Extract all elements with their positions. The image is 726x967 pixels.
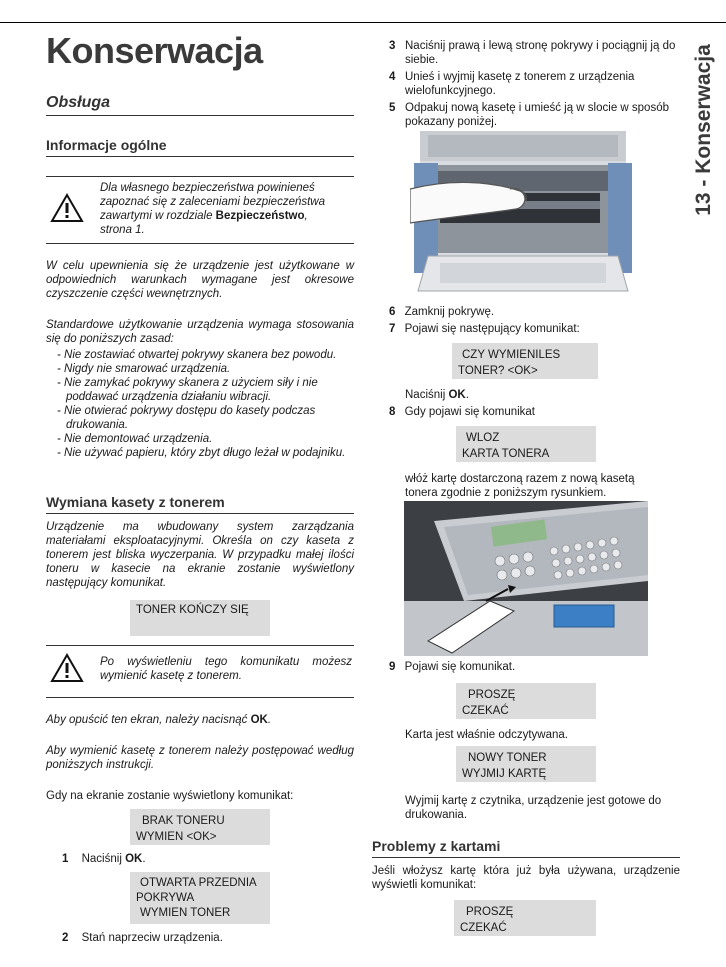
paragraph-card-reading: Karta jest właśnie odczytywana. — [405, 729, 568, 741]
paragraph-replace: Aby wymienić kasetę z tonerem należy postępować według poniższych instrukcji. — [46, 745, 354, 771]
warning-text-2: Po wyświetleniu tego komunikatu możesz wymienić kasetę z tonerem. — [100, 656, 352, 682]
lcd-message-wait-2: PROSZĘ CZEKAĆ — [454, 900, 596, 936]
warning-icon — [50, 193, 84, 223]
divider — [46, 176, 354, 177]
paragraph-exit: Aby opuścić ten ekran, należy nacisnąć OK. — [46, 714, 272, 726]
step-5: 5 Odpakuj nową kasetę i umieść ją w slocie w sposób pokazany poniżej. — [389, 102, 669, 128]
divider — [46, 513, 354, 514]
paragraph-remove-card: Wyjmij kartę z czytnika, urządzenie jest gotowe do drukowania. — [405, 795, 662, 821]
lcd-message-no-toner: BRAK TONERU WYMIEN <OK> — [130, 809, 270, 845]
paragraph-card: włóż kartę dostarczoną razem z nową kasetą tonera zgodnie z poniższym rysunkiem. — [405, 473, 635, 499]
step-2: 2 Stań naprzeciw urządzenia. — [62, 932, 223, 944]
step-1: 1 Naciśnij OK. — [62, 853, 146, 865]
list-item: - Nigdy nie smarować urządzenia. — [57, 363, 231, 375]
step-8: 8 Gdy pojawi się komunikat — [389, 406, 536, 418]
section-heading-obsluga: Obsługa — [46, 94, 111, 111]
paragraph-usage: Standardowe użytkowanie urządzenia wymaga stosowania się do poniższych zasad: — [46, 319, 354, 345]
lcd-message-insert-card: WLOZ KARTA TONERA — [456, 426, 596, 462]
list-item: - Nie używać papieru, który zbyt długo leżał w podajniku. — [57, 447, 346, 459]
paragraph-cards: Jeśli włożysz kartę która już była używana, urządzenie wyświetli komunikat: — [372, 865, 680, 891]
lcd-message-open-cover: OTWARTA PRZEDNIA POKRYWA WYMIEN TONER — [130, 872, 270, 924]
lcd-message-toner-low: TONER KOŃCZY SIĘ — [130, 600, 270, 636]
step-6: 6 Zamknij pokrywę. — [389, 306, 495, 318]
lcd-message-replaced: CZY WYMIENILES TONER? <OK> — [452, 343, 598, 379]
paragraph-maintenance: W celu upewnienia się że urządzenie jest użytkowane w odpowiednich warunkach wymagane jest okresowe czyszczenie części wewnętrznych. — [46, 260, 354, 300]
list-item: - Nie demontować urządzenia. — [57, 433, 213, 445]
warning-icon — [50, 653, 84, 683]
divider — [46, 115, 354, 116]
heading-toner: Wymiana kasety z tonerem — [46, 494, 225, 510]
chapter-side-label: 13 - Konserwacja — [692, 44, 715, 216]
list-item: - Nie zostawiać otwartej pokrywy skanera bez powodu. — [57, 349, 337, 361]
card-reader-illustration — [404, 501, 648, 656]
divider — [46, 645, 354, 646]
heading-cards: Problemy z kartami — [372, 838, 501, 854]
divider — [46, 697, 354, 698]
paragraph-toner: Urządzenie ma wbudowany system zarządzania materiałami eksploatacyjnymi. Określa on czy kaseta z tonerem jest bliska wyczerpania. W przypadku małej ilości toneru w kasecie na ekranie zostanie wyświetlony następujący komunikat. — [46, 521, 354, 589]
list-item: - Nie otwierać pokrywy dostępu do kasety podczas drukowania. — [57, 405, 316, 431]
divider — [372, 857, 680, 858]
list-item: - Nie zamykać pokrywy skanera z użyciem siły i nie poddawać urządzenia działaniu wibracji. — [57, 377, 318, 403]
step-4: 4 Unieś i wyjmij kasetę z tonerem z urządzenia wielofunkcyjnego. — [389, 71, 635, 97]
printer-cartridge-illustration — [410, 131, 636, 298]
warning-text-1: Dla własnego bezpieczeństwa powinieneś zapoznać się z zaleceniami bezpieczeństwa zawartymi w rozdziale Bezpieczeństwo, strona 1. — [100, 182, 326, 236]
top-rule — [0, 22, 726, 23]
step-9: 9 Pojawi się komunikat. — [389, 661, 516, 673]
press-ok: Naciśnij OK. — [405, 389, 469, 401]
lcd-message-new-toner: NOWY TONER WYJMIJ KARTĘ — [456, 746, 596, 782]
step-3: 3 Naciśnij prawą i lewą stronę pokrywy i pociągnij ją do siebie. — [389, 40, 676, 66]
usage-rules-list — [46, 348, 346, 460]
divider — [46, 156, 354, 157]
step-7: 7 Pojawi się następujący komunikat: — [389, 323, 580, 335]
divider — [46, 243, 354, 244]
heading-info: Informacje ogólne — [46, 137, 167, 153]
paragraph-when-display: Gdy na ekranie zostanie wyświetlony komunikat: — [46, 790, 294, 802]
lcd-message-wait-1: PROSZĘ CZEKAĆ — [456, 683, 596, 719]
page-title: Konserwacja — [46, 30, 263, 71]
